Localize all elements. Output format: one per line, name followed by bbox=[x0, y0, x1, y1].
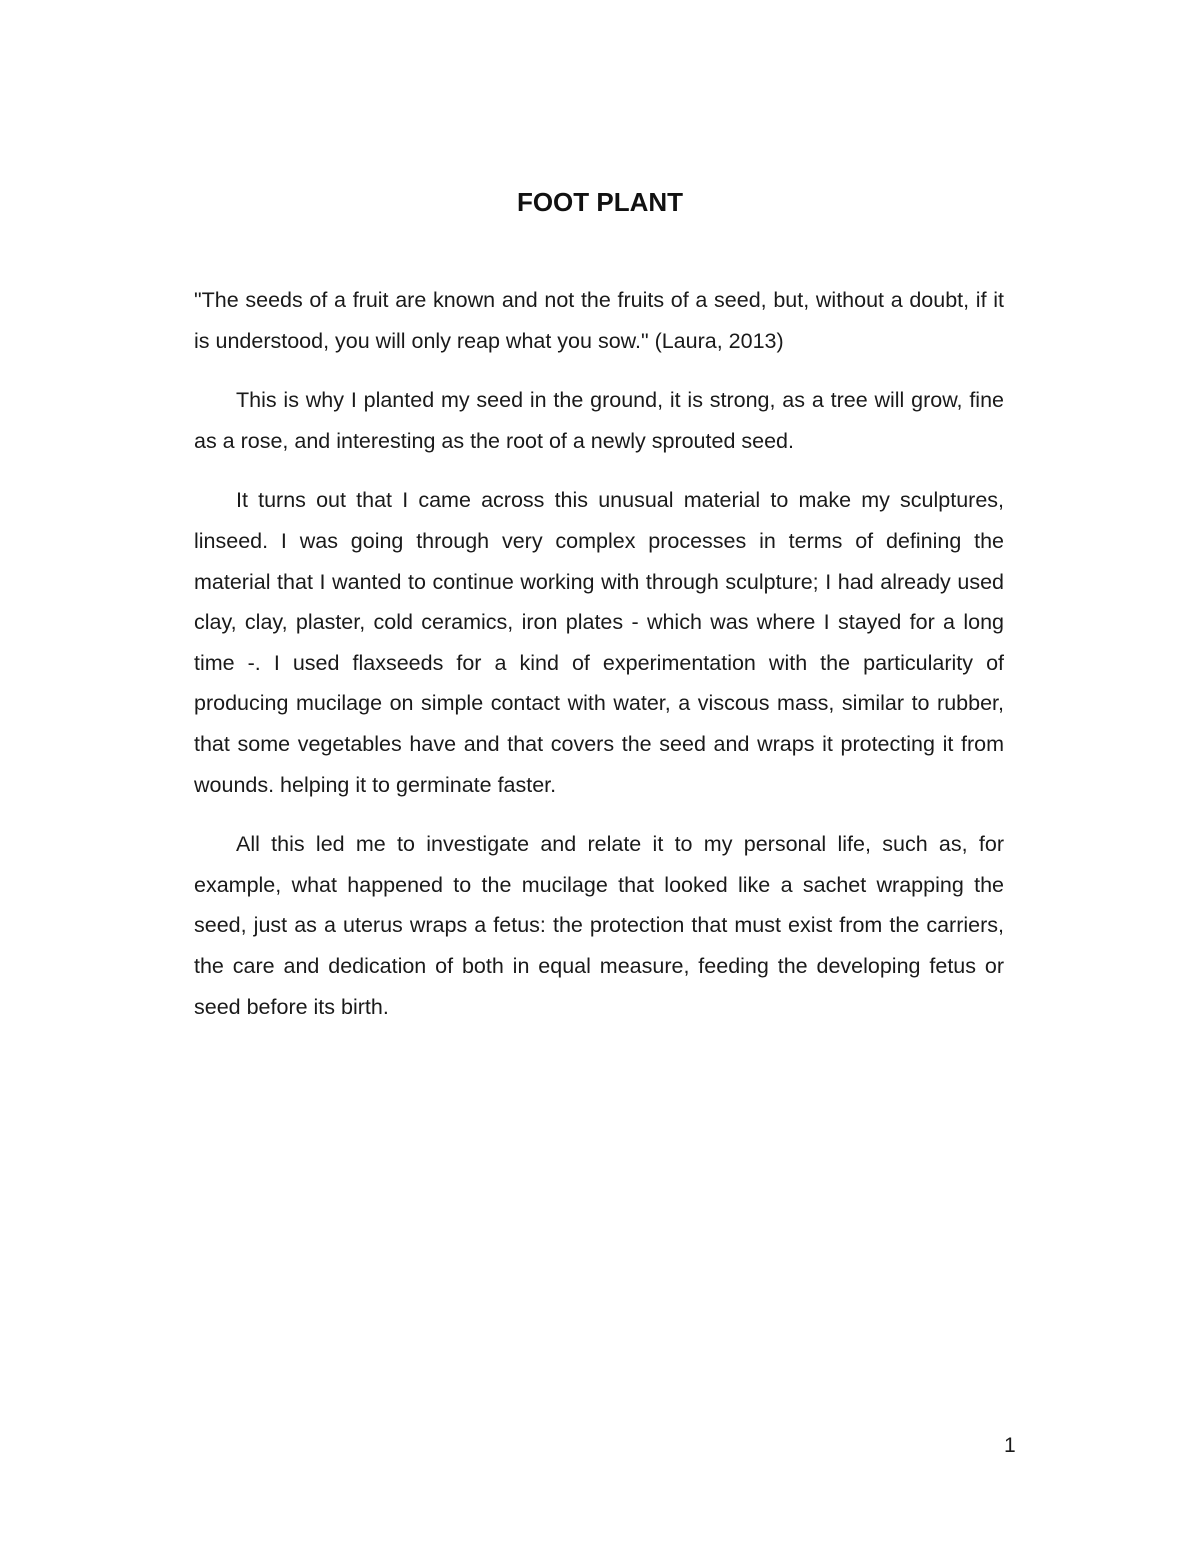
document-body bbox=[194, 280, 1004, 1046]
body-paragraph: This is why I planted my seed in the ground, it is strong, as a tree will grow, fine as a rose, and interesting as the root of a newly sprouted seed. bbox=[194, 388, 1004, 453]
body-paragraph: It turns out that I came across this unusual material to make my sculptures, linseed. I was going through very complex processes in terms of defining the material that I wanted to continue working with through sculpture; I had already used clay, clay, plaster, cold ceramics, iron plates - which was where I stayed for a long time -. I used flaxseeds for a kind of experimentation with the particularity of producing mucilage on simple contact with water, a viscous mass, similar to rubber, that some vegetables have and that covers the seed and wraps it protecting it from wounds. helping it to germinate faster. bbox=[194, 488, 1004, 797]
page-number: 1 bbox=[1004, 1434, 1016, 1457]
epigraph-quote: "The seeds of a fruit are known and not the fruits of a seed, but, without a doubt, if it is understood, you will only reap what you sow." (Laura, 2013) bbox=[194, 288, 1004, 353]
document-title: FOOT PLANT bbox=[516, 187, 684, 217]
body-paragraph: All this led me to investigate and relate it to my personal life, such as, for example, what happened to the mucilage that looked like a sachet wrapping the seed, just as a uterus wraps a fetus: the protection that must exist from the carriers, the care and dedication of both in equal measure, feeding the developing fetus or seed before its birth. bbox=[194, 832, 1004, 1019]
